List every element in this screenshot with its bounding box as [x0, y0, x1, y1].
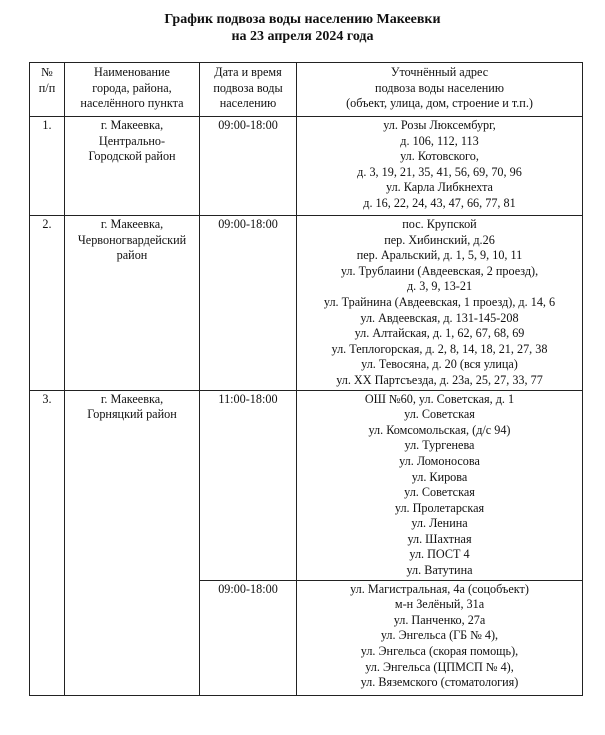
row-number: 2.	[30, 216, 65, 391]
address-line: ул. Энгельса (ЦПМСП № 4),	[365, 659, 514, 674]
address-line: ул. Авдеевская, д. 131-145-208	[360, 310, 519, 325]
address-line: ул. Ломоносова	[399, 453, 480, 468]
header-name-line: населённого пункта	[80, 96, 184, 111]
address-line: ул. Вяземского (стоматология)	[360, 675, 519, 690]
address-line: ул. Теплогорская, д. 2, 8, 14, 18, 21, 27, 38	[331, 341, 548, 356]
location-line: г. Макеевка,	[100, 118, 164, 132]
address-line: ул. Тевосяна, д. 20 (вся улица)	[361, 357, 518, 372]
address-line: ул. Пролетарская	[394, 500, 485, 515]
header-num	[30, 63, 65, 117]
header-address-line: подвоза воды населению	[375, 80, 504, 95]
address-line: ул. Тургенева	[404, 438, 475, 453]
address-line: пер. Аральский, д. 1, 5, 9, 10, 11	[356, 248, 523, 263]
address-line: ул. Комсомольская, (д/с 94)	[368, 422, 511, 437]
header-time-line: подвоза воды	[213, 80, 283, 95]
title-line-1: График подвоза воды населению Макеевки	[164, 12, 441, 27]
address-line: ул. Карла Либкнехта	[386, 180, 493, 195]
header-address-line: (объект, улица, дом, строение и т.п.)	[346, 96, 533, 111]
address-line: ул. Шахтная	[407, 531, 472, 546]
row-location	[65, 390, 200, 695]
row-time: 09:00-18:00	[200, 117, 297, 216]
row-location	[65, 117, 200, 216]
location-line: Червоногвардейский	[77, 232, 187, 247]
header-name-line: города, района,	[92, 80, 172, 95]
row-addresses	[297, 216, 583, 391]
location-line: район	[116, 248, 148, 263]
address-line: ул. Советская	[404, 407, 475, 422]
header-time-line: Дата и время	[214, 65, 282, 79]
address-line: ул. Советская	[404, 485, 475, 500]
address-line: м-н Зелёный, 31а	[394, 597, 485, 612]
row-addresses	[297, 580, 583, 695]
address-line: д. 16, 22, 24, 43, 47, 66, 77, 81	[363, 195, 516, 210]
address-line: ул. Алтайская, д. 1, 62, 67, 68, 69	[354, 326, 525, 341]
location-line: Горняцкий район	[87, 407, 177, 422]
header-num-line: п/п	[38, 80, 56, 95]
table-row	[30, 117, 583, 216]
address-line: ул. Розы Люксембург,	[383, 118, 496, 132]
header-name-line: Наименование	[94, 65, 170, 79]
header-address-line: Уточнённый адрес	[390, 65, 489, 79]
header-time	[200, 63, 297, 117]
address-line: ул. Панченко, 27а	[393, 612, 486, 627]
address-line: д. 3, 19, 21, 35, 41, 56, 69, 70, 96	[357, 164, 522, 179]
address-line: ул. ПОСТ 4	[409, 547, 470, 562]
table-header-row	[30, 63, 583, 117]
row-location	[65, 216, 200, 391]
location-line: г. Макеевка,	[100, 217, 164, 231]
address-line: пос. Крупской	[402, 217, 477, 231]
location-line: Центрально-	[98, 133, 166, 148]
address-line: ул. Энгельса (скорая помощь),	[360, 644, 519, 659]
address-line: ОШ №60, ул. Советская, д. 1	[364, 391, 515, 406]
row-time: 11:00-18:00	[200, 390, 297, 580]
row-time: 09:00-18:00	[200, 580, 297, 695]
table-row	[30, 390, 583, 580]
address-line: ул. Магистральная, 4а (соцобъект)	[350, 581, 529, 596]
title-line-2: на 23 апреля 2024 года	[231, 29, 374, 44]
address-line: ул. Трайнина (Авдеевская, 1 проезд), д. 14, 6	[323, 294, 556, 309]
row-addresses	[297, 117, 583, 216]
water-schedule-table	[29, 62, 583, 696]
table-row	[30, 216, 583, 391]
address-line: ул. Трублаини (Авдеевская, 2 проезд),	[340, 263, 539, 278]
header-address	[297, 63, 583, 117]
row-number: 1.	[30, 117, 65, 216]
row-addresses	[297, 390, 583, 580]
header-time-line: населению	[219, 96, 277, 111]
location-line: г. Макеевка,	[100, 391, 164, 406]
address-line: д. 106, 112, 113	[400, 133, 479, 148]
address-line: ул. Кирова	[411, 469, 468, 484]
address-line: ул. Ватутина	[406, 563, 473, 578]
document-title	[0, 11, 605, 45]
address-line: ул. Ленина	[411, 516, 468, 531]
row-time: 09:00-18:00	[200, 216, 297, 391]
header-num-line: №	[41, 65, 53, 79]
address-line: пер. Хибинский, д.26	[384, 232, 495, 247]
address-line: д. 3, 9, 13-21	[406, 279, 473, 294]
address-line: ул. Энгельса (ГБ № 4),	[380, 628, 499, 643]
address-line: ул. Котовского,	[400, 149, 479, 164]
location-line: Городской район	[88, 149, 176, 164]
address-line: ул. XX Партсъезда, д. 23а, 25, 27, 33, 77	[336, 372, 543, 387]
row-number: 3.	[30, 390, 65, 695]
header-name	[65, 63, 200, 117]
